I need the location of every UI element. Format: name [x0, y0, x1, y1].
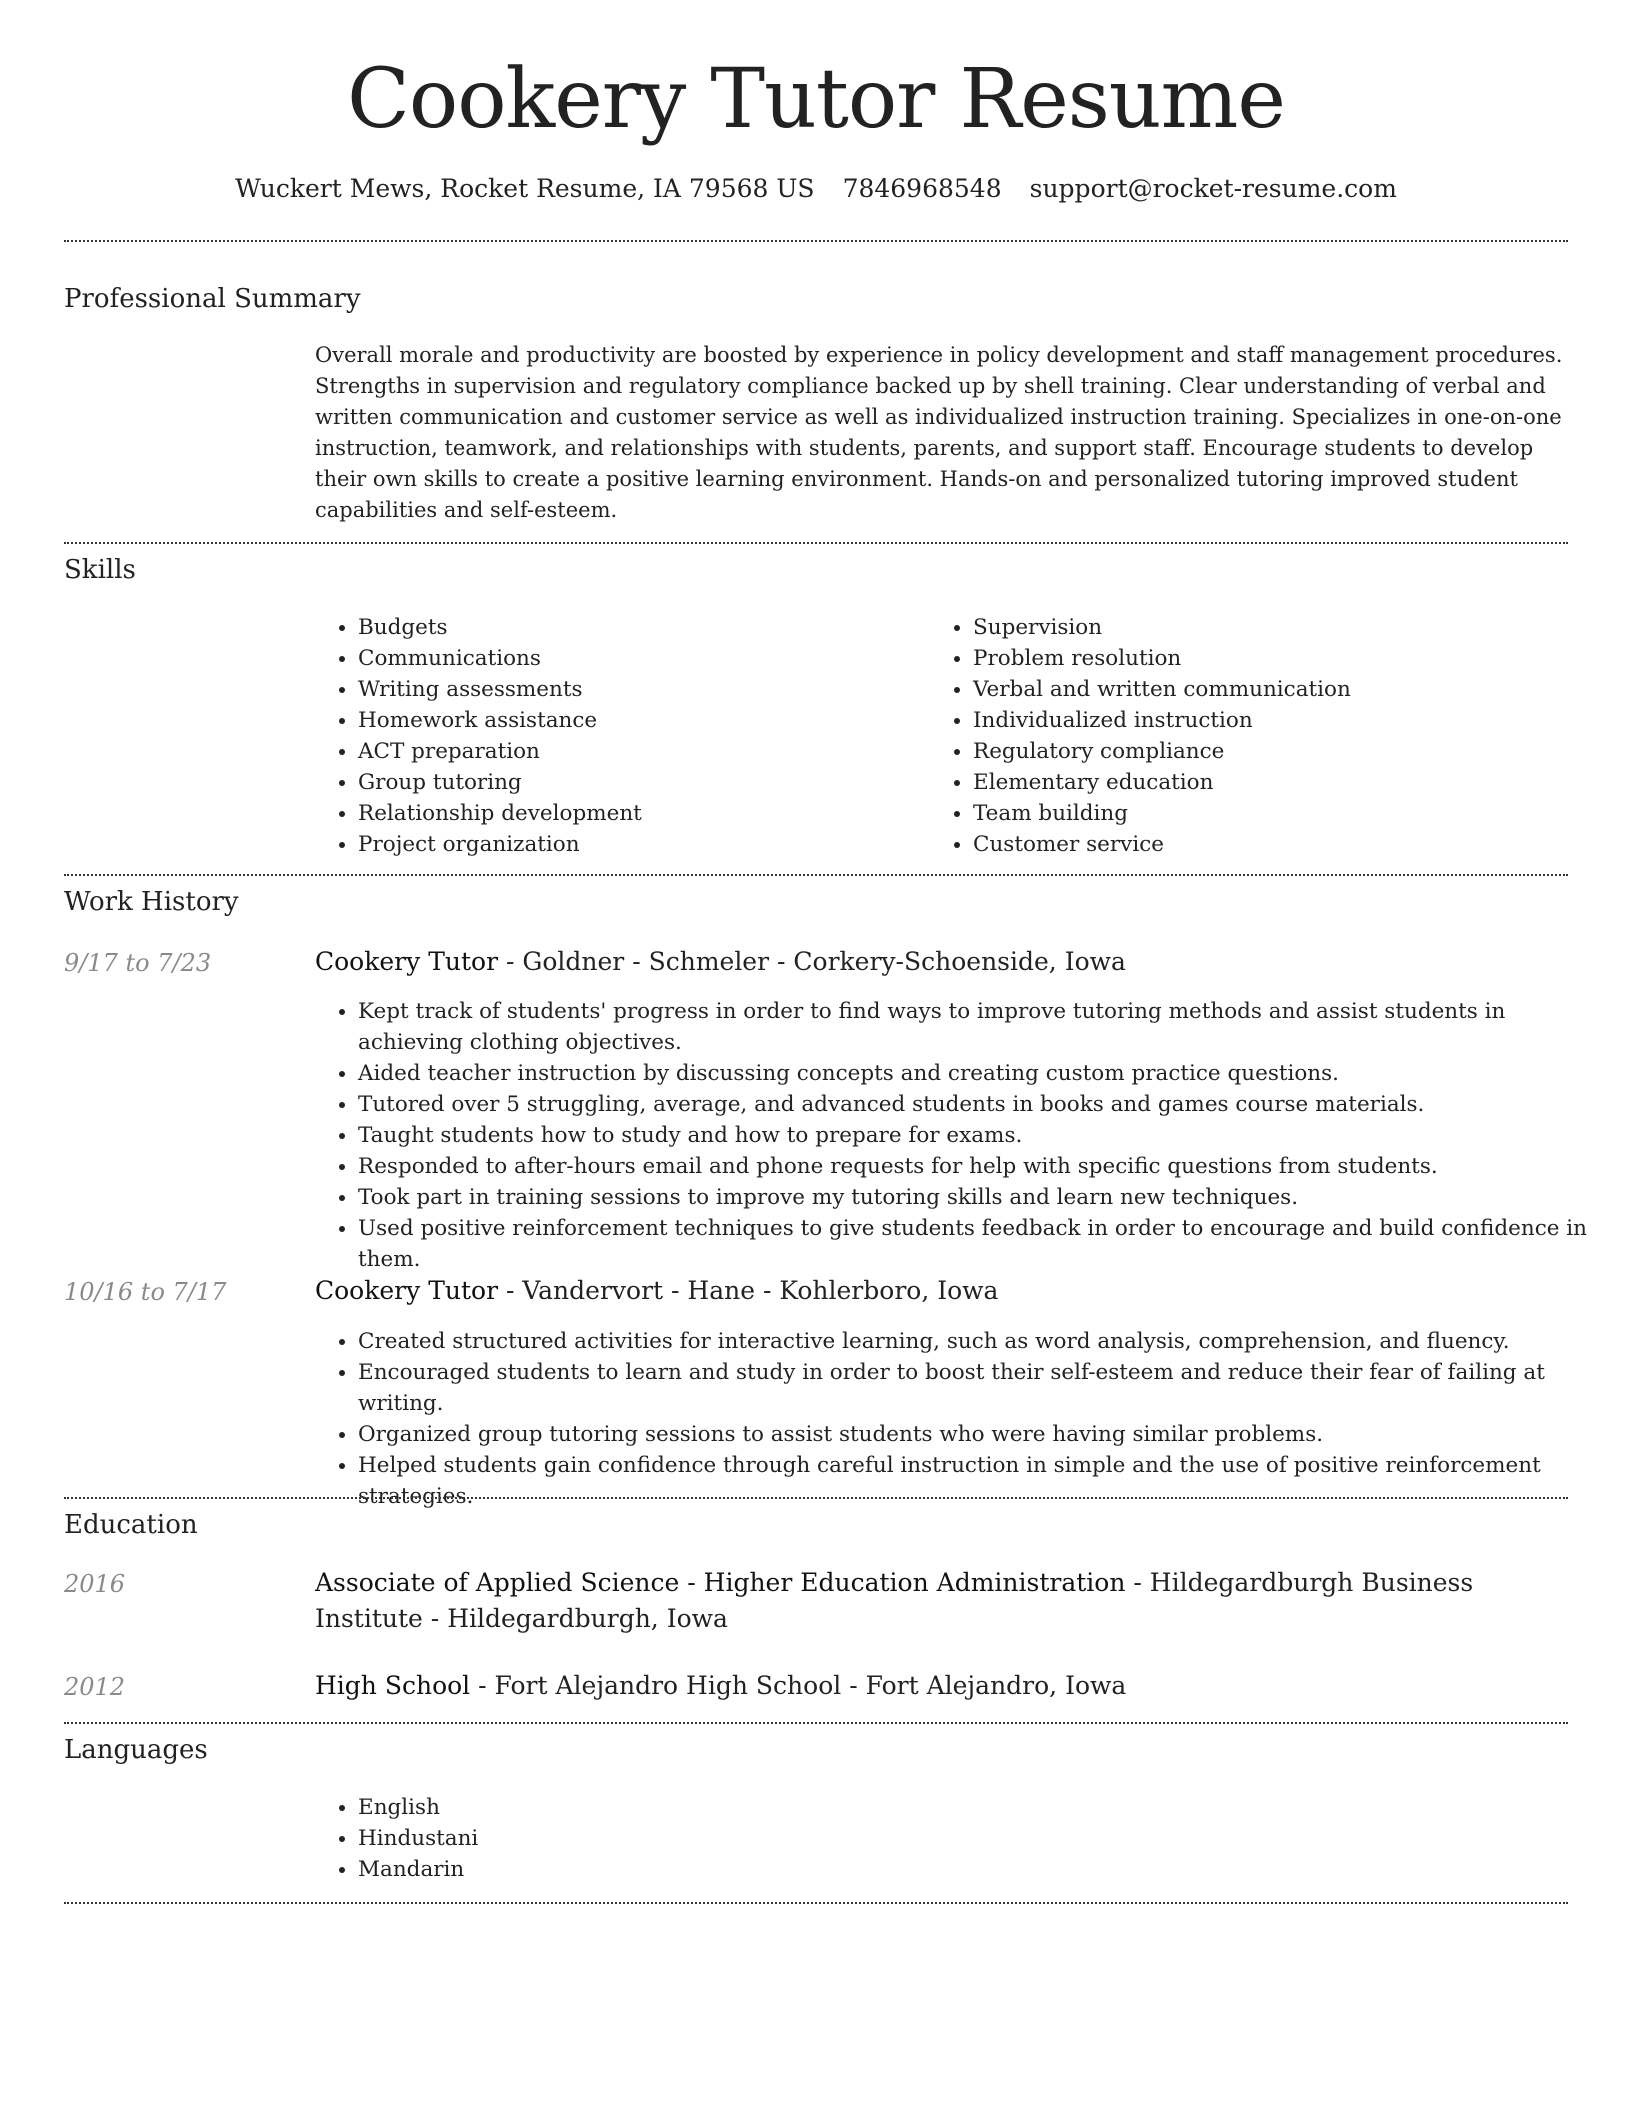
skill-item: • Supervision — [973, 612, 1573, 643]
page-title: Cookery Tutor Resume — [347, 52, 1285, 147]
job-title: Cookery Tutor - Vandervort - Hane - Kohlerboro, Iowa — [315, 1276, 999, 1305]
skill-item: • Problem resolution — [973, 643, 1573, 674]
job-dates: 10/16 to 7/17 — [64, 1278, 227, 1306]
skill-item: • Elementary education — [973, 767, 1573, 798]
skill-item: • Group tutoring — [358, 767, 918, 798]
education-location: Fort Alejandro, Iowa — [865, 1671, 1127, 1700]
skill-item: • Individualized instruction — [973, 705, 1573, 736]
job-role: Cookery Tutor — [315, 1276, 499, 1305]
skill-item: • ACT preparation — [358, 736, 918, 767]
language-item: • Hindustani — [358, 1823, 958, 1854]
skills-list-right — [929, 612, 1573, 860]
job-location: Kohlerboro, Iowa — [779, 1276, 999, 1305]
divider — [64, 1722, 1568, 1724]
job-bullet: • Aided teacher instruction by discussing concepts and creating custom practice questions. — [358, 1058, 1612, 1089]
education-school: Hildegardburgh Business Institute — [315, 1568, 1474, 1633]
job-company: Vandervort - Hane — [522, 1276, 756, 1305]
job-bullet: • Took part in training sessions to improve my tutoring skills and learn new techniques. — [358, 1182, 1612, 1213]
job-bullet: • Kept track of students' progress in order to find ways to improve tutoring methods and assist students in achieving clothing objectives. — [358, 996, 1612, 1058]
section-heading-education: Education — [64, 1510, 198, 1540]
job-bullet: • Used positive reinforcement techniques to give students feedback in order to encourage and build confidence in them. — [358, 1213, 1612, 1275]
job-bullet: • Tutored over 5 struggling, average, and advanced students in books and games course materials. — [358, 1089, 1612, 1120]
job-dates: 9/17 to 7/23 — [64, 949, 212, 977]
job-bullet: • Created structured activities for interactive learning, such as word analysis, comprehension, and fluency. — [358, 1326, 1612, 1357]
skill-item: • Customer service — [973, 829, 1573, 860]
section-heading-work-history: Work History — [64, 887, 239, 917]
education-entry: Associate of Applied Science - Higher Education Administration - Hildegardburgh Business Institute - Hildegardburgh, Iowa — [315, 1568, 1474, 1633]
job-role: Cookery Tutor — [315, 947, 499, 976]
job-title: Cookery Tutor - Goldner - Schmeler - Corkery-Schoenside, Iowa — [315, 947, 1126, 976]
skill-item: • Regulatory compliance — [973, 736, 1573, 767]
job-bullet: • Encouraged students to learn and study in order to boost their self-esteem and reduce their fear of failing at writing. — [358, 1357, 1612, 1419]
education-location: Hildegardburgh, Iowa — [447, 1604, 728, 1633]
skill-item: • Project organization — [358, 829, 918, 860]
skill-item: • Budgets — [358, 612, 918, 643]
section-heading-summary: Professional Summary — [64, 284, 361, 314]
education-entry: High School - Fort Alejandro High School - Fort Alejandro, Iowa — [315, 1671, 1127, 1700]
divider — [64, 1497, 1568, 1499]
divider — [64, 874, 1568, 876]
divider — [64, 240, 1568, 242]
contact-phone: 7846968548 — [842, 174, 1002, 203]
section-heading-languages: Languages — [64, 1735, 208, 1765]
education-year: 2012 — [64, 1673, 126, 1701]
contact-line — [0, 172, 1632, 206]
education-school: Fort Alejandro High School — [494, 1671, 842, 1700]
divider — [64, 1902, 1568, 1904]
divider — [64, 542, 1568, 544]
job-company: Goldner - Schmeler — [522, 947, 770, 976]
job-bullets — [314, 996, 1612, 1275]
education-degree: Associate of Applied Science - Higher Education Administration — [315, 1568, 1126, 1597]
job-location: Corkery-Schoenside, Iowa — [793, 947, 1126, 976]
job-bullet: • Responded to after-hours email and phone requests for help with specific questions from students. — [358, 1151, 1612, 1182]
skill-item: • Verbal and written communication — [973, 674, 1573, 705]
contact-address: Wuckert Mews, Rocket Resume, IA 79568 US — [235, 174, 815, 203]
job-bullet: • Taught students how to study and how to prepare for exams. — [358, 1120, 1612, 1151]
job-bullets — [314, 1326, 1612, 1512]
skill-item: • Communications — [358, 643, 918, 674]
education-degree: High School — [315, 1671, 471, 1700]
summary-text: Overall morale and productivity are boosted by experience in policy development and staff management procedures. Strengths in supervision and regulatory compliance backed up by shell training. Clear understanding of verbal and written communication and customer service as well as individualized instruction training. Specializes in one-on-one instruction, teamwork, and relationships with students, parents, and support staff. Encourage students to develop their own skills to create a positive learning environment. Hands-on and personalized tutoring improved student capabilities and self-esteem. — [315, 343, 1563, 522]
skill-item: • Homework assistance — [358, 705, 918, 736]
contact-email: support@rocket-resume.com — [1029, 174, 1397, 203]
section-heading-skills: Skills — [64, 555, 136, 585]
skill-item: • Writing assessments — [358, 674, 918, 705]
skill-item: • Team building — [973, 798, 1573, 829]
language-item: • English — [358, 1792, 958, 1823]
languages-list — [314, 1792, 958, 1885]
job-bullet: • Organized group tutoring sessions to assist students who were having similar problems. — [358, 1419, 1612, 1450]
skills-list-left — [314, 612, 918, 860]
language-item: • Mandarin — [358, 1854, 958, 1885]
education-year: 2016 — [64, 1570, 126, 1598]
job-bullet: • Helped students gain confidence through careful instruction in simple and the use of positive reinforcement strategies. — [358, 1450, 1612, 1512]
skill-item: • Relationship development — [358, 798, 918, 829]
